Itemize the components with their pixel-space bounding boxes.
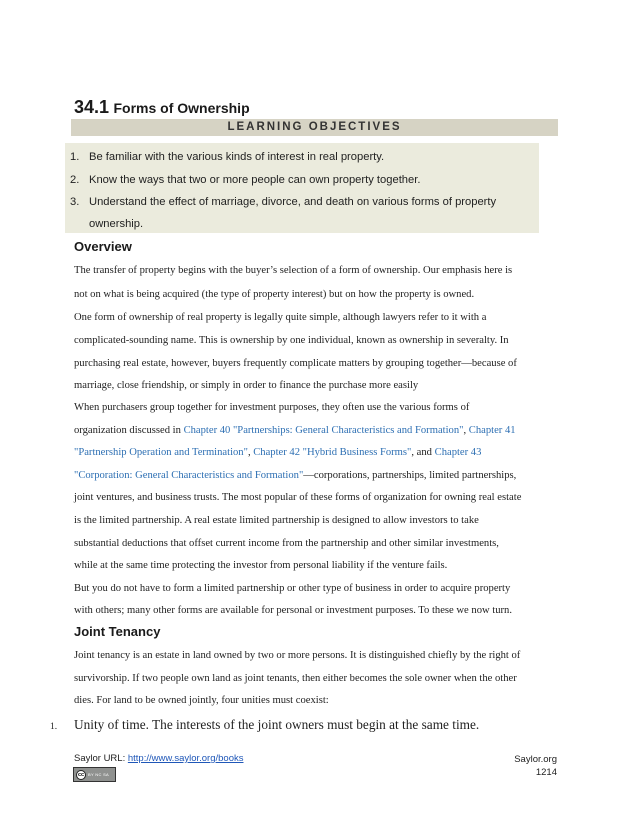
list-text: Unity of time. The interests of the joint owners must begin at the same time. (74, 717, 480, 732)
body-line: marriage, close friendship, or simply in order to finance the purchase more easily (74, 380, 419, 391)
chapter-42-link[interactable]: Chapter 42 "Hybrid Business Forms" (253, 447, 412, 458)
body-line: complicated-sounding name. This is ownership by one individual, known as ownership in severalty. In (74, 335, 509, 346)
section-number: 34.1 (74, 97, 110, 117)
footer-source (74, 753, 244, 764)
cc-icon: cc (77, 771, 85, 778)
section-title-text: Forms of Ownership (113, 100, 250, 116)
body-line: purchasing real estate, however, buyers frequently complicate matters by grouping together—because of (74, 358, 517, 369)
body-text: organization discussed in (74, 425, 184, 436)
body-line: The transfer of property begins with the buyer’s selection of a form of ownership. Our emphasis here is (74, 265, 513, 276)
overview-heading: Overview (74, 239, 132, 254)
body-line: not on what is being acquired (the type of property interest) but on how the property is owned. (74, 289, 475, 300)
footer-source-link[interactable]: http://www.saylor.org/books (127, 753, 244, 764)
chapter-43-link-continued[interactable]: "Corporation: General Characteristics and Formation" (74, 470, 304, 481)
creative-commons-license-icon[interactable] (73, 767, 116, 782)
body-line (74, 470, 516, 481)
body-line: joint ventures, and business trusts. The most popular of these forms of organization for owning real estate (74, 492, 522, 503)
objective-number: 1. (70, 151, 80, 163)
body-line: But you do not have to form a limited partnership or other type of business in order to acquire property (74, 583, 511, 594)
list-number: 1. (50, 722, 58, 732)
body-line: while at the same time protecting the investor from personal liability if the venture fails. (74, 560, 448, 571)
footer-site: Saylor.org (514, 754, 557, 765)
objective-number: 2. (70, 174, 80, 186)
objective-text: Understand the effect of marriage, divorce, and death on various forms of property (89, 196, 497, 208)
objective-number: 3. (70, 196, 80, 208)
body-line: with others; many other forms are available for personal or investment purposes. To these we now turn. (74, 605, 513, 616)
body-text: , (247, 447, 254, 458)
body-line: When purchasers group together for investment purposes, they often use the various forms of (74, 402, 470, 413)
body-text: —corporations, partnerships, limited partnerships, (303, 470, 517, 481)
body-line (74, 447, 481, 458)
page-number: 1214 (535, 767, 557, 778)
learning-objectives-box (65, 143, 539, 233)
section-title (74, 97, 250, 118)
list-item (50, 716, 479, 734)
body-line: is the limited partnership. A real estate limited partnership is designed to allow investors to take (74, 515, 479, 526)
body-line: Joint tenancy is an estate in land owned by two or more persons. It is distinguished chiefly by the right of (74, 650, 521, 661)
chapter-43-link[interactable]: Chapter 43 (434, 447, 482, 458)
body-line (74, 425, 516, 436)
body-line: One form of ownership of real property is legally quite simple, although lawyers refer to it with a (74, 312, 487, 323)
learning-objectives-header: LEARNING OBJECTIVES (71, 119, 558, 136)
joint-tenancy-heading: Joint Tenancy (74, 624, 161, 639)
chapter-41-link-continued[interactable]: "Partnership Operation and Termination" (74, 447, 248, 458)
body-line: dies. For land to be owned jointly, four unities must coexist: (74, 695, 329, 706)
footer-right (514, 753, 557, 779)
chapter-40-link[interactable]: Chapter 40 "Partnerships: General Characteristics and Formation" (183, 425, 464, 436)
objective-text: Be familiar with the various kinds of interest in real property. (89, 151, 385, 163)
body-text: , and (411, 447, 435, 458)
body-text: , (463, 425, 469, 436)
body-line: survivorship. If two people own land as joint tenants, then either becomes the sole owner when the other (74, 673, 517, 684)
chapter-41-link[interactable]: Chapter 41 (468, 425, 516, 436)
objective-text: ownership. (89, 218, 144, 230)
body-line: substantial deductions that offset current income from the partnership and other similar investments, (74, 538, 499, 549)
objective-text: Know the ways that two or more people can own property together. (89, 174, 421, 186)
footer-source-label: Saylor URL: (74, 753, 128, 764)
license-badge-text: BY NC SA (88, 772, 109, 777)
